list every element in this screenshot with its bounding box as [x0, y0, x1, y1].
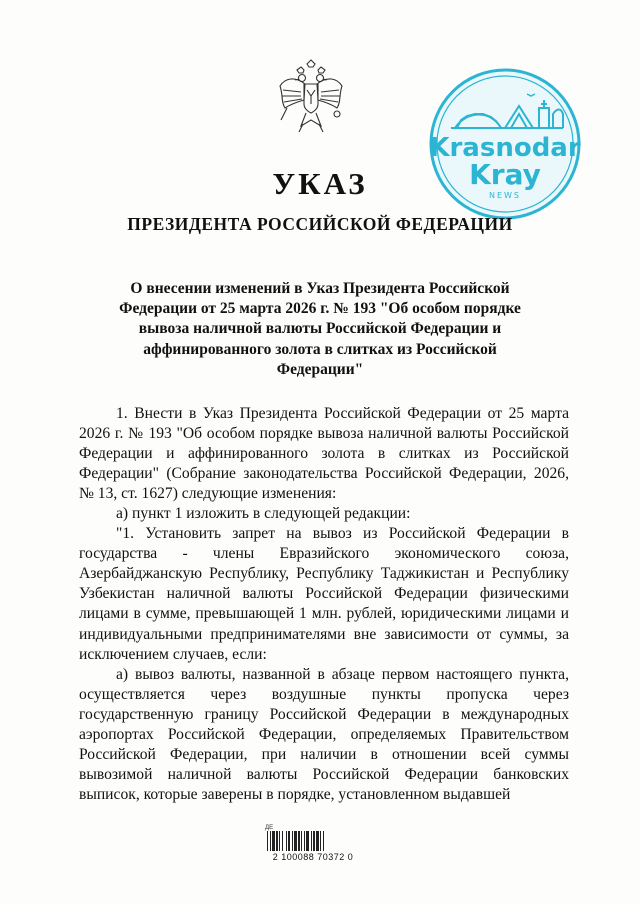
paragraph-2: а) пункт 1 изложить в следующей редакции:: [116, 505, 411, 523]
document-title: УКАЗ: [272, 166, 368, 201]
paragraph-1: 1. Внести в Указ Президента Российской Федерации от 25 марта 2026 г. № 193 "Об особом порядке вывоза наличной валюты Российской Федерации и аффинированного золота в слитках из Российской Федерации" (Собрание законодательства Российской Федерации, 2026, № 13, ст. 1627) следующие изменения:: [79, 405, 569, 503]
decree-heading: О внесении изменений в Указ Президента Российской Федерации от 25 марта 2026 г. № 193 "Об особом порядке вывоза наличной валюты Российской Федерации и аффинированного золота в слитках из Российской Федерации": [119, 280, 521, 378]
paragraph-3: "1. Установить запрет на вывоз из Российской Федерации в государства - члены Евразийского экономического союза, Азербайджанскую Республику, Республику Таджикистан и Республику Узбекистан наличной валюты Российской Федерации физическими лицами в сумме, превышающей 1 млн. рублей, юридическими лицами и индивидуальными предпринимателями вне зависимости от суммы, за исключением случаев, если:: [79, 525, 569, 663]
watermark-line1: Krasnodar: [429, 133, 581, 163]
barcode-number: 2 100088 70372 0: [272, 852, 354, 862]
russian-coat-of-arms-icon: [277, 58, 345, 138]
decree-body: [79, 404, 569, 805]
paragraph-4: а) вывоз валюты, названной в абзаце первом настоящего пункта, осуществляется через воздушные пункты пропуска через государственную границу Российской Федерации в международных аэропортах Российской Федерации, определяемых Правительством Российской Федерации, при наличии в отношении всей суммы вывозимой наличной валюты Российской Федерации банковских выписок, которые заверены в порядке, установленном выдавшей: [79, 665, 569, 803]
watermark-line3: NEWS: [488, 191, 522, 200]
document-subtitle: ПРЕЗИДЕНТА РОССИЙСКОЙ ФЕДЕРАЦИИ: [127, 214, 513, 234]
watermark-line2: Kray: [469, 158, 541, 191]
barcode-mark: ДЕ: [265, 825, 274, 831]
